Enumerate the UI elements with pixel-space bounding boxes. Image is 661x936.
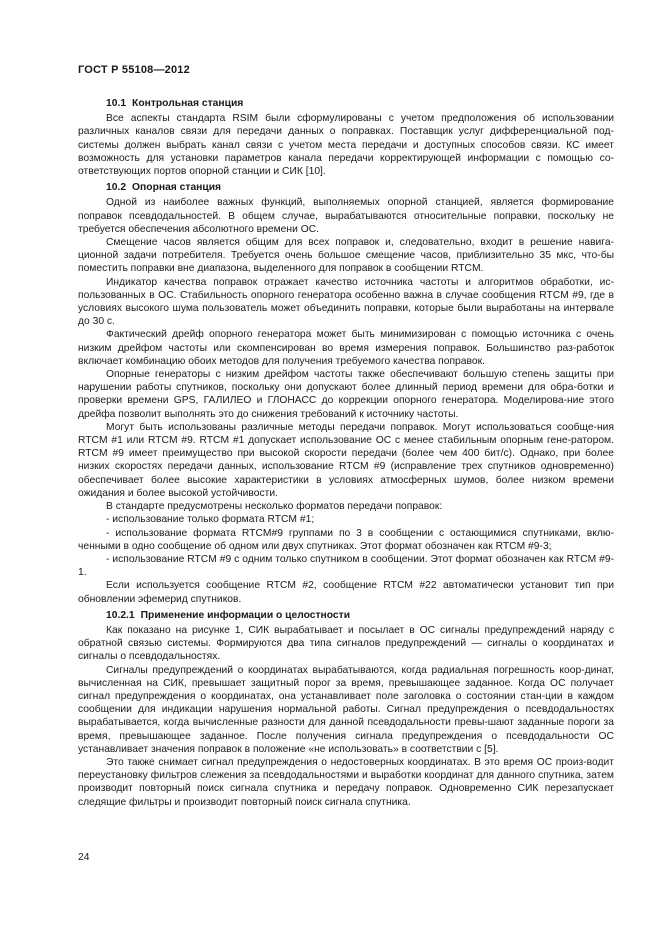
paragraph: Опорные генераторы с низким дрейфом частоты также обеспечивают большую степень защиты при нарушении работы спутников, поскольку они допускают более длинный период времени для обра-ботки и проверки времени GPS, ГАЛИЛЕО и ГЛОНАСС до коррекции опорного генератора. Моделирова-ние этого дрейфа позволит выполнять это до снижения требований к источнику частоты. [78,369,614,420]
paragraph: Если используется сообщение RTCM #2, сообщение RTCM #22 автоматически установит тип при обновлении эфемерид спутников. [78,580,614,605]
paragraph: Одной из наиболее важных функций, выполняемых опорной станцией, является формирование поправок псевдодальностей. В общем случае, вырабатываются относительные поправки, поскольку не требуется обеспечения абсолютного времени ОС. [78,197,614,235]
paragraph: Фактический дрейф опорного генератора может быть минимизирован с помощью источника с очень низким дрейфом частоты или скомпенсирован во время измерения поправок. Большинство раз-работок включает комбинацию обоих методов для получения требуемого качества поправок. [78,329,614,367]
paragraph: Смещение часов является общим для всех поправок и, следовательно, входит в решение навига-ционной задачи потребителя. Требуется очень большое смещение часов, приблизительно 35 мкс, что-бы поместить поправки вне диапазона, выделенного для поправок в сообщении RTCM. [78,237,614,275]
paragraph: Все аспекты стандарта RSIM были сформулированы с учетом предположения об использовании различных каналов связи для передачи данных о поправках. Поставщик услуг дифференциальной под-системы должен выбрать канал связи с учетом места передачи и доступных способов связи. КС имеет возможность для установки параметров канала передачи корректирующей информации с помощью со-ответствующих портов опорной станции и СИК [10]. [78,113,614,178]
paragraph: В стандарте предусмотрены несколько форматов передачи поправок: [106,501,443,513]
section-heading [78,609,614,622]
section-number: 10.1 [106,98,127,109]
section-heading [78,97,614,110]
paragraph: Могут быть использованы различные методы передачи поправок. Могут использоваться сообще-ния RTCM #1 или RTCM #9. RTCM #1 допускает использование ОС с менее стабильным опорным гене-ратором. RTCM #9 имеет преимущество при высокой скорости передачи (более чем 400 бит/с). Однако, при более низких скоростях передачи данных, использование RTCM #9 (исправление трех спутников одновременно) обеспечивает более высокие характеристики в условиях атмосферных шумов, более низком времени ожидания и более высокой устойчивости. [78,421,614,499]
section-title: Опорная станция [132,182,222,194]
section-number: 10.2.1 [106,609,135,621]
paragraph: - использование только формата RTCM #1; [106,514,315,526]
section-number: 10.2 [106,182,127,194]
paragraph: Как показано на рисунке 1, СИК вырабатывает и посылает в ОС сигналы предупреждений наряду с обратной связью системы. Формируются два типа сигналов предупреждений — сигналы о координатах и сигналы о псевдодальностях. [78,624,614,663]
page-number: 24 [78,852,90,863]
section-heading [78,181,614,194]
document-header: ГОСТ Р 55108—2012 [78,64,190,76]
paragraph: - использование RTCM #9 с одним только спутником в сообщении. Этот формат обозначен как RTCM #9-1. [78,553,614,579]
paragraph: Это также снимает сигнал предупреждения о недостоверных координатах. В это время ОС произ-водит переустановку фильтров слежения за псевдодальностями и выработки координат для данного спутника, затем производит повторный поиск сигнала спутника и передачу поправок. Одновременно СИК перезапускает следящие фильтры и производит повторный поиск сигнала спутника. [78,756,614,808]
paragraph: Сигналы предупреждений о координатах вырабатываются, когда радиальная погрешность коор-динат, вычисленная на СИК, превышает защитный порог за время, превышающее заданное. Когда ОС получает сигнал предупреждения о координатах, она устанавливает поле заголовка о состоянии стан-ции в каждом сообщении для индикации нарушения нормальной работы. Сигнал предупреждения о псевдодальностях вырабатывается, когда вычисленные разности для данной псевдодальности превы-шают заданные пороги за время, превышающее заданное. После получения сигнала предупреждения о псевдодальности ОС устанавливает значения поправок в положение «не использовать» в соответствии с [5]. [78,664,614,755]
section-title: Применение информации о целостности [140,609,351,621]
paragraph: - использование формата RTCM#9 группами по 3 в сообщении с остающимися спутниками, вклю-ченными в одно сообщение об одном или двух спутниках. Этот формат обозначен как RTCM #9-3; [78,527,614,552]
section-title: Контрольная станция [132,98,244,109]
document-body [78,97,614,809]
paragraph: Индикатор качества поправок отражает качество источника частоты и алгоритмов обработки, ис-пользованных в ОС. Стабильность опорного генератора особенно важна в случае сообщения RTCM #9, где в условиях высокого шума пользователь может объединить поправки, которые были выработаны на интервале до 30 с. [78,276,614,328]
